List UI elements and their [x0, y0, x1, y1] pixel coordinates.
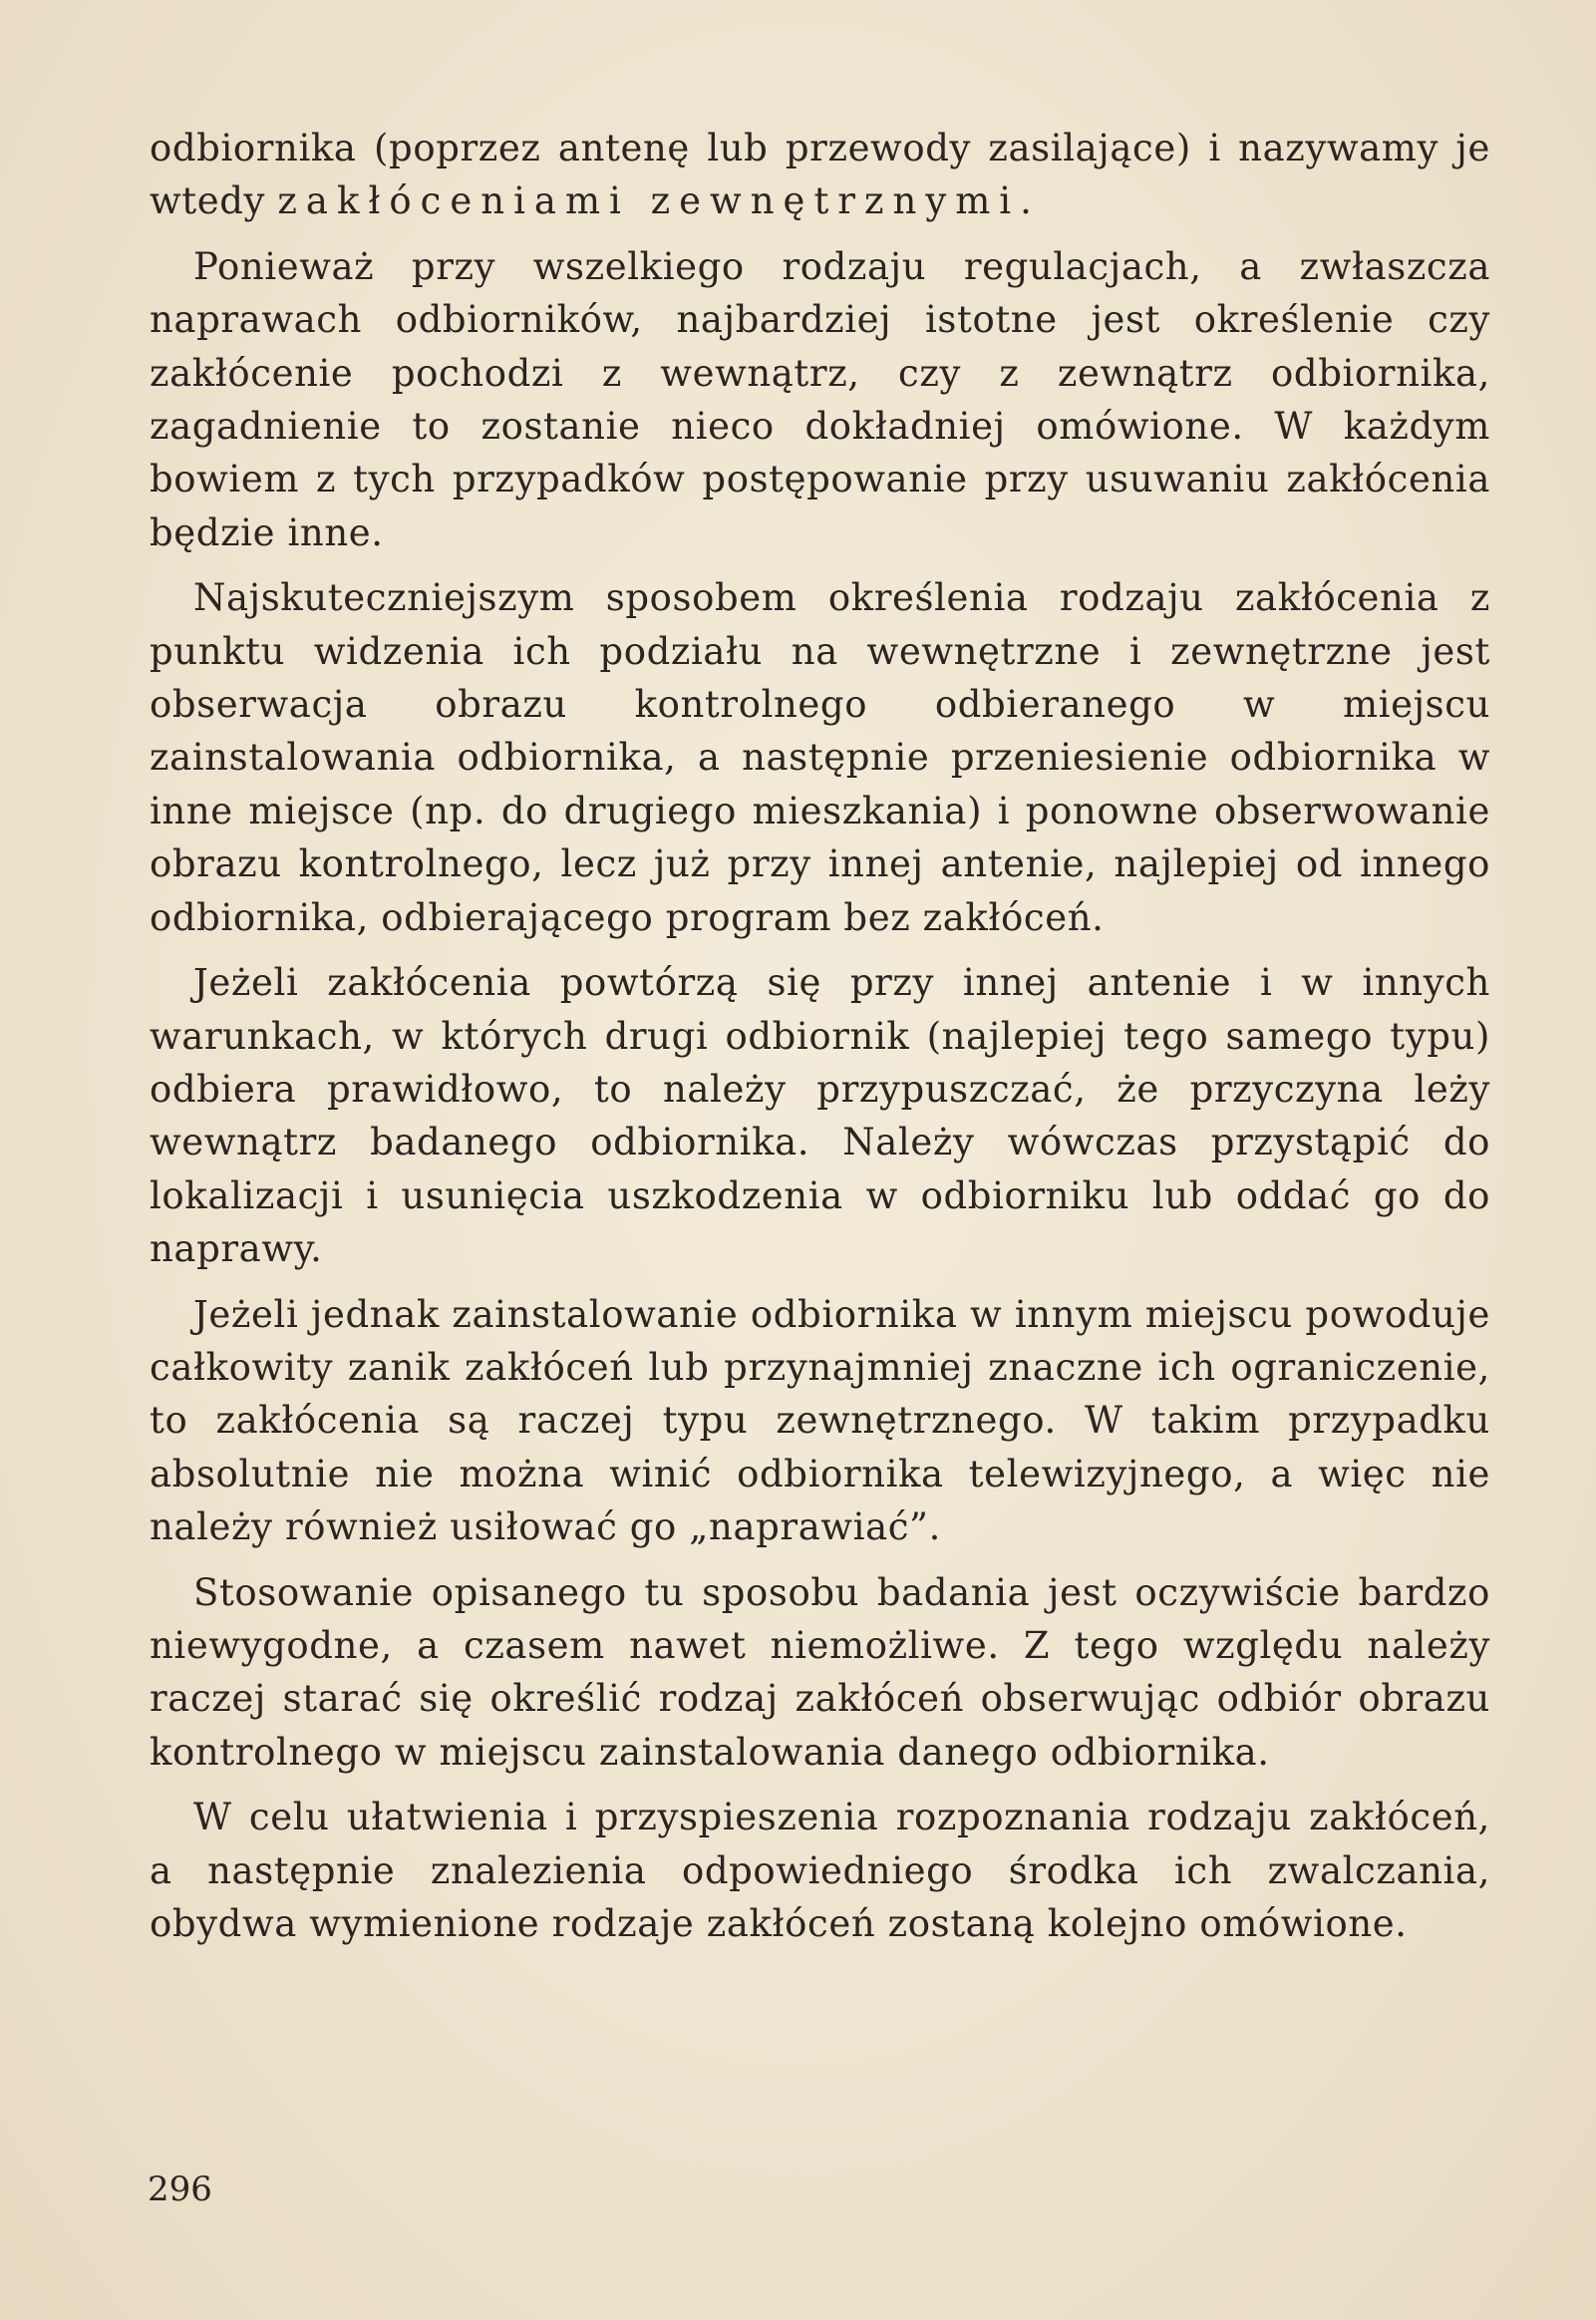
- paragraph-5: Jeżeli jednak zainstalowanie odbiornika w innym miejscu powoduje całkowity zanik zakłóceń lub przynajmniej znaczne ich ograniczenie, to zakłócenia są raczej typu zewnętrznego. W takim przypadku absolutnie nie można winić odbiornika telewizyjnego, a więc nie należy również usiłować go „naprawiać”.: [150, 1292, 1490, 1549]
- paragraph-1: [150, 122, 1490, 228]
- page-body: [150, 122, 1490, 1962]
- paragraph-6: Stosowanie opisanego tu sposobu badania jest oczywiście bardzo niewygodne, a czasem nawet niemożliwe. Z tego względu należy raczej starać się określić rodzaj zakłóceń obserwując odbiór obrazu kontrolnego w miejscu zainstalowania danego odbiornika.: [150, 1570, 1490, 1774]
- paragraph-2: Ponieważ przy wszelkiego rodzaju regulacjach, a zwłaszcza naprawach odbiorników, najbardziej istotne jest określenie czy zakłócenie pochodzi z wewnątrz, czy z zewnątrz odbiornika, zagadnienie to zostanie nieco dokładniej omówione. W każdym bowiem z tych przypadków postępowanie przy usuwaniu zakłócenia będzie inne.: [150, 244, 1490, 554]
- page-number: 296: [148, 2169, 212, 2209]
- paragraph-4: Jeżeli zakłócenia powtórzą się przy innej antenie i w innych warunkach, w których drugi odbiornik (najlepiej tego samego typu) odbiera prawidłowo, to należy przypuszczać, że przyczyna leży wewnątrz badanego odbiornika. Należy wówczas przystąpić do lokalizacji i usunięcia uszkodzenia w odbiorniku lub oddać go do naprawy.: [150, 961, 1490, 1271]
- paragraph-1-emphasis: zakłóceniami zewnętrznymi: [277, 179, 1021, 223]
- paragraph-1-text-after: .: [1020, 179, 1033, 223]
- paragraph-1-text-before: odbiornika (poprzez antenę lub przewody zasilające) i nazywamy je wtedy: [150, 127, 1490, 223]
- paragraph-7: W celu ułatwienia i przyspieszenia rozpoznania rodzaju zakłóceń, a następnie znalezienia odpowiedniego środka ich zwalczania, obydwa wymienione rodzaje zakłóceń zostaną kolejno omówione.: [150, 1796, 1490, 1945]
- paragraph-3: Najskuteczniejszym sposobem określenia rodzaju zakłócenia z punktu widzenia ich podziału na wewnętrzne i zewnętrzne jest obserwacja obrazu kontrolnego odbieranego w miejscu zainstalowania odbiornika, a następnie przeniesienie odbiornika w inne miejsce (np. do drugiego mieszkania) i ponowne obserwowanie obrazu kontrolnego, lecz już przy innej antenie, najlepiej od innego odbiornika, odbierającego program bez zakłóceń.: [150, 576, 1490, 939]
